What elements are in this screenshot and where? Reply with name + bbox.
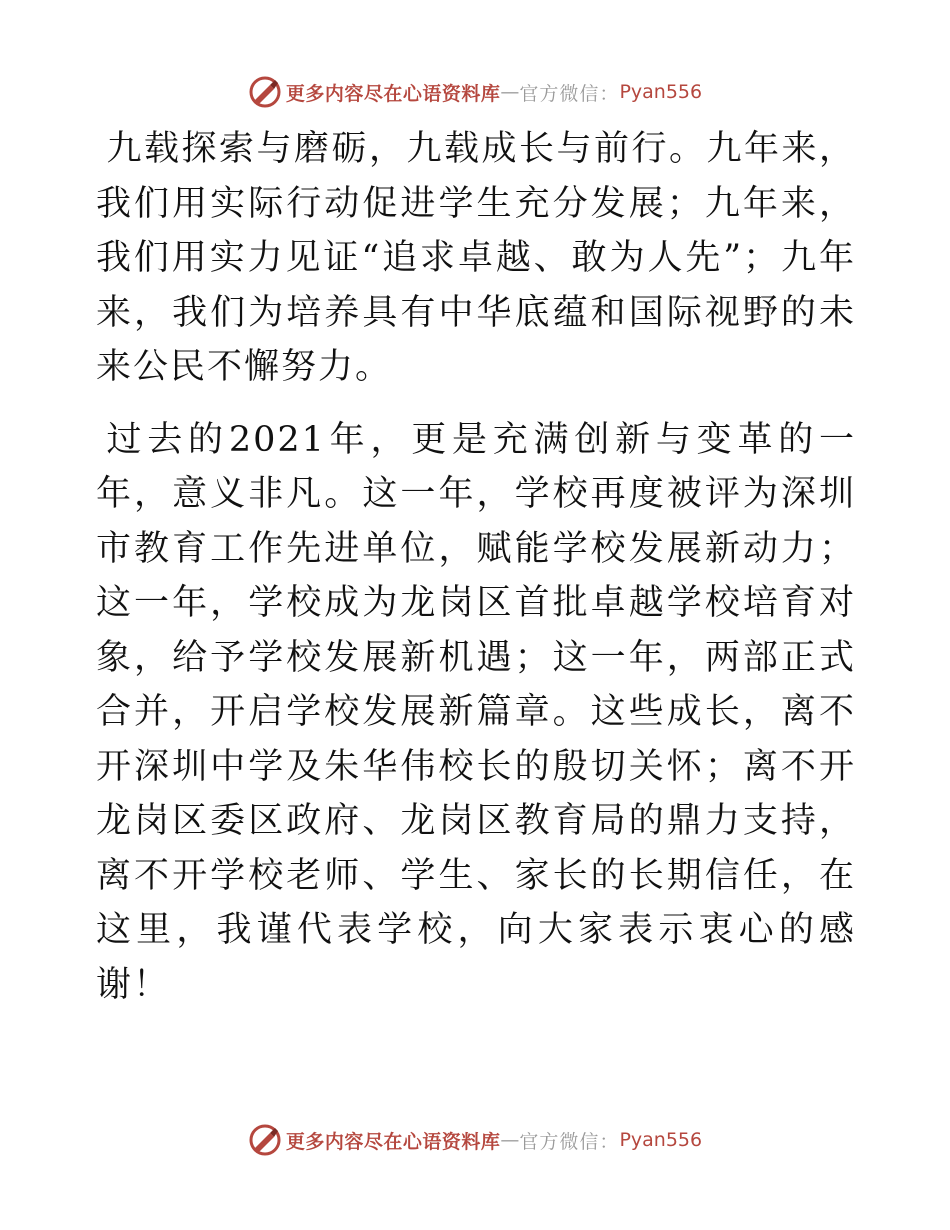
watermark-separator: — xyxy=(500,81,520,103)
pen-logo-icon xyxy=(248,75,282,109)
footer-watermark xyxy=(0,1118,950,1162)
paragraph-1: 九载探索与磨砺，九载成长与前行。九年来，我们用实际行动促进学生充分发展；九年来，我们用实力见证“追求卓越、敢为人先”；九年来，我们为培养具有中华底蕴和国际视野的未来公民不懈努力。 xyxy=(96,129,856,387)
watermark-separator: — xyxy=(500,1129,520,1151)
watermark-brand-text: 更多内容尽在心语资料库 xyxy=(285,82,501,105)
watermark-official-label: 官方微信： xyxy=(519,1130,620,1153)
document-body xyxy=(96,122,856,1030)
watermark-wechat-id: Pyan556 xyxy=(619,81,703,103)
paragraph-2: 过去的2021年，更是充满创新与变革的一年，意义非凡。这一年，学校再度被评为深圳市教育工作先进单位，赋能学校发展新动力；这一年，学校成为龙岗区首批卓越学校培育对象，给予学校发展新机遇；这一年，两部正式合并，开启学校发展新篇章。这些成长，离不开深圳中学及朱华伟校长的殷切关怀；离不开龙岗区委区政府、龙岗区教育局的鼎力支持，离不开学校老师、学生、家长的长期信任，在这里，我谨代表学校，向大家表示衷心的感谢！ xyxy=(96,419,856,1005)
watermark-brand-text: 更多内容尽在心语资料库 xyxy=(285,1130,501,1153)
header-watermark xyxy=(0,70,950,114)
watermark-official-label: 官方微信： xyxy=(519,82,620,105)
watermark-wechat-id: Pyan556 xyxy=(619,1129,703,1151)
pen-logo-icon xyxy=(248,1123,282,1157)
